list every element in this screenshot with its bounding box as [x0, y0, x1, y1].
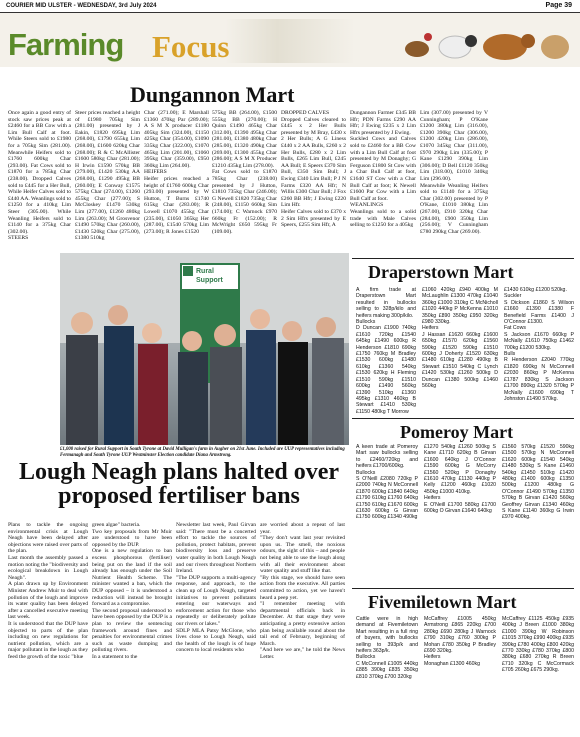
dungannon-column-3: Char (271.00); E Marshall £1360 470kg Par (289.00); A S M X producer £1180 405kg Sim (324.00), £1150 425kg Char (354.00), £1090 335kg Char (322.00), £1070 465kg Lim (201.00), £1060 395kg Char (359.00), £950 360kg Lim (264.00). HEIFERS Heifer prices reached a height of £1760 600kg Char (293.00) presented by W Hutton, T Burns £1740 615kg Char (283.00); R Lowell £1070 455kg Char (235.00), £1050 365kg Her (287.00), £1540 570kg Lim (273.00); R Jones £1520 — [144, 110, 209, 235]
pomeroy-column-3: £1560 570kg £1520 590kg £1500 570kg N McConnell £1620 600kg £1540 540kg £1480 530kg S Kane £1460 540kg £1450 510kg £1420 480kg £1400 600kg £1350 500kg £1200 480kg G O'Connor £1490 570kg £1350 570kg B Girvan £1420 560kg Geoffrey Girvan £1340 460kg S Kane £1140 360kg G Irwin £970 400kg. — [502, 444, 574, 521]
fivemiletown-column-2: McCaffrey £1005 450kg Armstrong £865 220kg £700 280kg £690 280kg J Warnock £790 310kg £760 300kg P Mohan £780 350kg P Bradley £690 320kg. Heifers Monaghan £1300 460kg — [424, 616, 496, 667]
lough-neagh-column-2: green algae" bacteria. Two key proposals from Mr Muir are understood to have been opposed by the DUP. One is a new regulation to ban excess phosphorous (fertiliser) being put on the land if the soil already has enough under the Soil Nutrient Health Scheme. The minister wanted a ban, which the DUP opposed – it is understood a reduction will instead be brought forward as a compromise. The second proposal understood to have been opposed by the DUP is a plan to review the sentencing framework around fines and penalties for environmental crimes such as waste dumping and polluting rivers. In a statement to the — [92, 522, 172, 660]
fivemiletown-column-3: McCaffrey £1125 450kg £935 400kg J Breen £1000 380kg £1000 390kg W Robinson £1015 370kg £990 400kg £935 390kg £780 400kg £800 420kg £770 330kg £780 370kg £800 380kg £680 270kg R Breen £710 320kg C McCormack £705 260kg £675 290kg. — [502, 616, 574, 674]
paper-name-date: COURIER MID ULSTER - WEDNESDAY, 3rd July 2024 — [6, 3, 157, 9]
dungannon-column-6: Dungannon Farmer £345 BB Hfr; PDN Farms £290 AA Hfr; J Ewing £235 x 2 Lim Hfrs presented by J Ewing. Suckled Cows and Calves sold to £2460 for a BB Cow with a Lim Bull Calf at foot presented by M Donaghy; G Ferguson £1800 St Cow with a Char Bull Calf at foot, £1640 ST Cow with a Char Bull Calf at foot; K Newell £1600 Par Cow with a Lim Bull Calf at foot. WEANLINGS Weanlings sold to a solid trade with Male Calves selling to £1250 for a 405kg — [350, 110, 416, 229]
lough-neagh-column-1: Plans to tackle the ongoing environmental crisis at Lough Neagh have been delayed after objections were raised over parts of the plan. Last month the assembly passed a motion noting the "biodiversity and ecological breakdown in Lough Neagh". A plan drawn up by Environment Minister Andrew Muir to deal with pollution of the lough and improve its water quality has been delayed after a cancelled executive meeting last week. It is understood that the DUP have objected to parts of the plan including on new regulations for nutrient pollution, which are a major pollutant in the lough as they feed the growth of the toxic "blue — [8, 522, 88, 660]
fivemiletown-column-1: Cattle were in high demand at Fivemiletown Mart resulting in a full ring of buyers, with bullocks selling to 393p/k and heifers 363p/k. Bullocks C McConnell £1005 440kg £885 390kg £835 350kg £810 370kg £700 320kg — [356, 616, 418, 680]
pomeroy-mart-title: Pomeroy Mart — [400, 422, 514, 442]
section-rule — [352, 258, 574, 259]
dungannon-mart-title: Dungannon Mart — [130, 82, 295, 107]
photo-caption: £1,000 raised for Rural Support in South Tyrone at David Mulligan's farm in Augher on 21st June. Included are UUP representatives including Fermanagh and South Tyrone UUP Westminster Election candidate Diana Armstrong. — [60, 447, 345, 458]
draperstown-column-3: £1430 610kg £1200 520kg. Suckler S Dickson £1860 S Wilson £1660 £1390 £1380 F Benefield Farms £1400 J O'Connor £1300. Fat Cows S Jackson £1670 660kg P McNally £1610 750kg £1462 700kg £1200 530kg. Bulls R Henderson £2040 770kg £1820 690kg N McConnell £2030 860kg P McKenna £1787 830kg S Jackson £1700 890kg £1320 570kg P McNally £1600 690kg T Johnston £1490 570kg. — [504, 287, 574, 402]
masthead-farming-word: Farming — [8, 27, 124, 62]
dungannon-column-5: DROPPED CALVES Dropped Calves cleared to £445 x 2 Her Bulls presented by M Bray, £430 x 2 Her Bulls; A G Liness £440 x 2 AA Bulls, £260 x 2 Her Bulls, £280 x 2 Lim Bulls, £265 Lim Bull, £245 AA Bull; E Speers £370 Sim Bull, £350 Sim Bull; J Ewing £340 Lim Bull; P J N Farms £320 AA Hfr; N Willis £300 Char Bull; J Fox £260 BB Hfr; J Ewing £220 Lim Hfr. Heifer Calves sold to £370 x 2 Sim Hfrs presented by E Speers, £255 Sim Hfr, A — [281, 110, 346, 229]
draperstown-column-1: A firm trade at Draperstown Mart resulted in bullocks selling to 328p/kilo and heifers making 300p/kilo. Bullocks D Duncan £1900 740kg £1610 720kg £1540 645kg £1490 600kg R Henderson £1810 690kg £1750 760kg M Bradley £1530 600kg £1480 610kg £1360 540kg £1530 620kg H Fleming £1510 590kg £1510 600kg £1490 560kg £1390 510kg £1360 495kg £1310 460kg B Stewart £1410 530kg £1150 480kg T Morrow — [356, 287, 416, 415]
fivemiletown-mart-title: Fivemiletown Mart — [368, 592, 517, 612]
rural-support-photo — [60, 253, 349, 445]
banner-rural-text: Rural — [196, 268, 214, 275]
lough-neagh-column-3: Newsletter last week, Paul Girvan said: "There must be a concerted effort to tackle the sources of pollution, protect habitats, prevent biodiversity loss and preserve water quality in both Lough Neagh and our rivers throughout Northern Ireland. "The DUP supports a multi-agency response, and approach, to the clean up of Lough Neagh, targeted initiatives to prevent pollutants entering our waterways and enforcement action for those who repeatedly or deliberately pollute our rivers or lakes." SDLP MLA Patsy McGlone, who lives close to Lough Neagh, said the health of the lough is of huge concern to local residents who — [176, 522, 256, 654]
pomeroy-column-2: £1270 540kg £1260 500kg S Kane £1710 620kg B Girvan £1600 640kg J O'Connor £1590 600kg G McCorry £1560 520kg P Donaghy £1610 470kg £1130 440kg P Kelly £1200 460kg £1020 450kg £1000 410kg. Heifers E O'Neill £1700 580kg £1700 600kg O Girvan £1640 640kg — [424, 444, 496, 515]
lough-neagh-headline: Lough Neagh plans halted over proposed fertiliser bans — [18, 459, 340, 509]
banner-support-text: Support — [196, 277, 223, 284]
group-photo-illustration — [60, 253, 349, 445]
dungannon-column-1: Once again a good entry of stock saw prices peak at £2460 for a BB Cow with a Lim Bull Calf at foot. While Steers sold to £1980 for a 705kg Sim (281.00). Meanwhile Heifers sold to £1760 600kg Char (293.00). Fat Cows sold to £1870 for a 785kg Char (238.00). Dropped Calves sold to £445 for a Her Bull, While Heifer Calves sold to £440 AA. Weanlings sold to £1250 for a 410kg Lim Steer (305.00). While Weanling Heifers sold to £1140 for a 375kg Char (302.00). STEERS — [8, 110, 71, 242]
page-header — [0, 0, 580, 13]
section-rule — [352, 588, 574, 589]
pomeroy-column-1: A keen trade at Pomeroy Mart saw bullocks selling to £2460/720kg and heifers £1700/600kg. Bullocks S O'Neill £2080 720kg P £2000 740kg N McConnell £1870 600kg £1840 640kg £1790 610kg £1760 640kg £1750 610kg £1670 600kg £1630 600kg G Girvan £1750 600kg £1340 490kg — [356, 444, 418, 521]
masthead-focus-word: Focus — [152, 29, 230, 64]
farm-animals-illustration — [395, 17, 575, 65]
section-rule — [352, 418, 574, 419]
draperstown-column-2: £1060 420kg £940 400kg M McLaughlin £1300 470kg £1040 360kg £1000 310kg C McNicholl £1020 440kg P McKenna £1010 350kg £890 350kg £950 320kg £980 330kg. Heifers J Hassan £1620 660kg £1600 650kg £1570 620kg £1560 590kg £1520 590kg £1510 600kg J Doherty £1520 630kg £1480 610kg £1280 490kg B Stewart £1510 540kg C Lynch £1420 530kg £1260 500kg D Duncan £1380 500kg £1460 560kg — [422, 287, 498, 390]
dungannon-column-7: Lim (307.00) presented by V Cunningham; P O'Kane £1200 380kg Lim (316.00), £1200 390kg Char (306.00), £1200 420kg Lim (286.00), £1070 345kg Char (311.00), £970 290kg Lim (335.00); P Kane £1290 390kg Lim (306.00); D Bell £1120 350kg Lim (318.00), £1010 340kg Lim (296.00). Meanwhile Weanling Heifers sold to £1140 for a 375kg Char (302.00) presented by P O'Kane, £1010 380kg Lim (267.00), £910 320kg Char (284.00), £900 350kg Lim (256.00); V Cunningham £780 290kg Char (269.00). — [420, 110, 488, 235]
tractor-illustration — [225, 19, 355, 63]
dungannon-column-4: 575kg BB (264.00), £1500 555kg BB (270.00); H Quinn £1490 465kg Char (312.00), £1390 495kg Char (281.00), £1380 480kg Char (285.00), £1320 490kg Char (269.00), £1300 455kg Char (286.00); A S M X Producer £1210 435kg Lim (278.00). Fat Cows sold to £1870 785kg Char (238.00) presented by J Hutton, £1810 735kg Char (246.00); G Newell £1820 735kg Char (248.00), £1150 660kg Sim (174.00); C Warnock £970 660kg Fr (152.00); R McWright £650 595kg Fr (109.00). — [212, 110, 277, 235]
draperstown-mart-title: Draperstown Mart — [368, 262, 514, 282]
page-number: Page 39 — [545, 2, 572, 9]
dungannon-column-2: Steer prices reached a height of £1980 705kg Sim (281.00) presented by J Eakin, £1820 695kg Lim (268.00), £1790 655kg Lim (268.00), £1600 620kg Char (268.00); R & C McAllister £1600 580kg Char (281.00); H Irwin £1590 570kg BB (279.00), £1420 530kg AA (268.00), £1290 495kg BB (260.00); E Conway £1575 575kg Char (274.00), £1260 455kg Char (277.00); S McCloskey £1470 530kg Lim (277.00), £1260 480kg Lim (263.00); M Grosvenor £1490 570kg Char (260.00), £1430 520kg Char (275.00), £1380 510kg — [75, 110, 140, 242]
farming-focus-masthead — [0, 13, 580, 67]
lough-neagh-column-4: are worried about a repeat of last year. "They don't want last year revisited upon us. The smell, the noxious odours, the sight of this – and people not being able to use the lough along with all their environment about water quality and stuff like that. "By this stage, we should have seen action from the executive. All parties committed to action, yet we haven't heard a peep yet. "I remember meeting with departmental officials back in December. At that stage they were anticipating a pretty extensive action plan being available round about the tail end of February, beginning of March. "And here we are," he told the News Letter. — [260, 522, 345, 660]
